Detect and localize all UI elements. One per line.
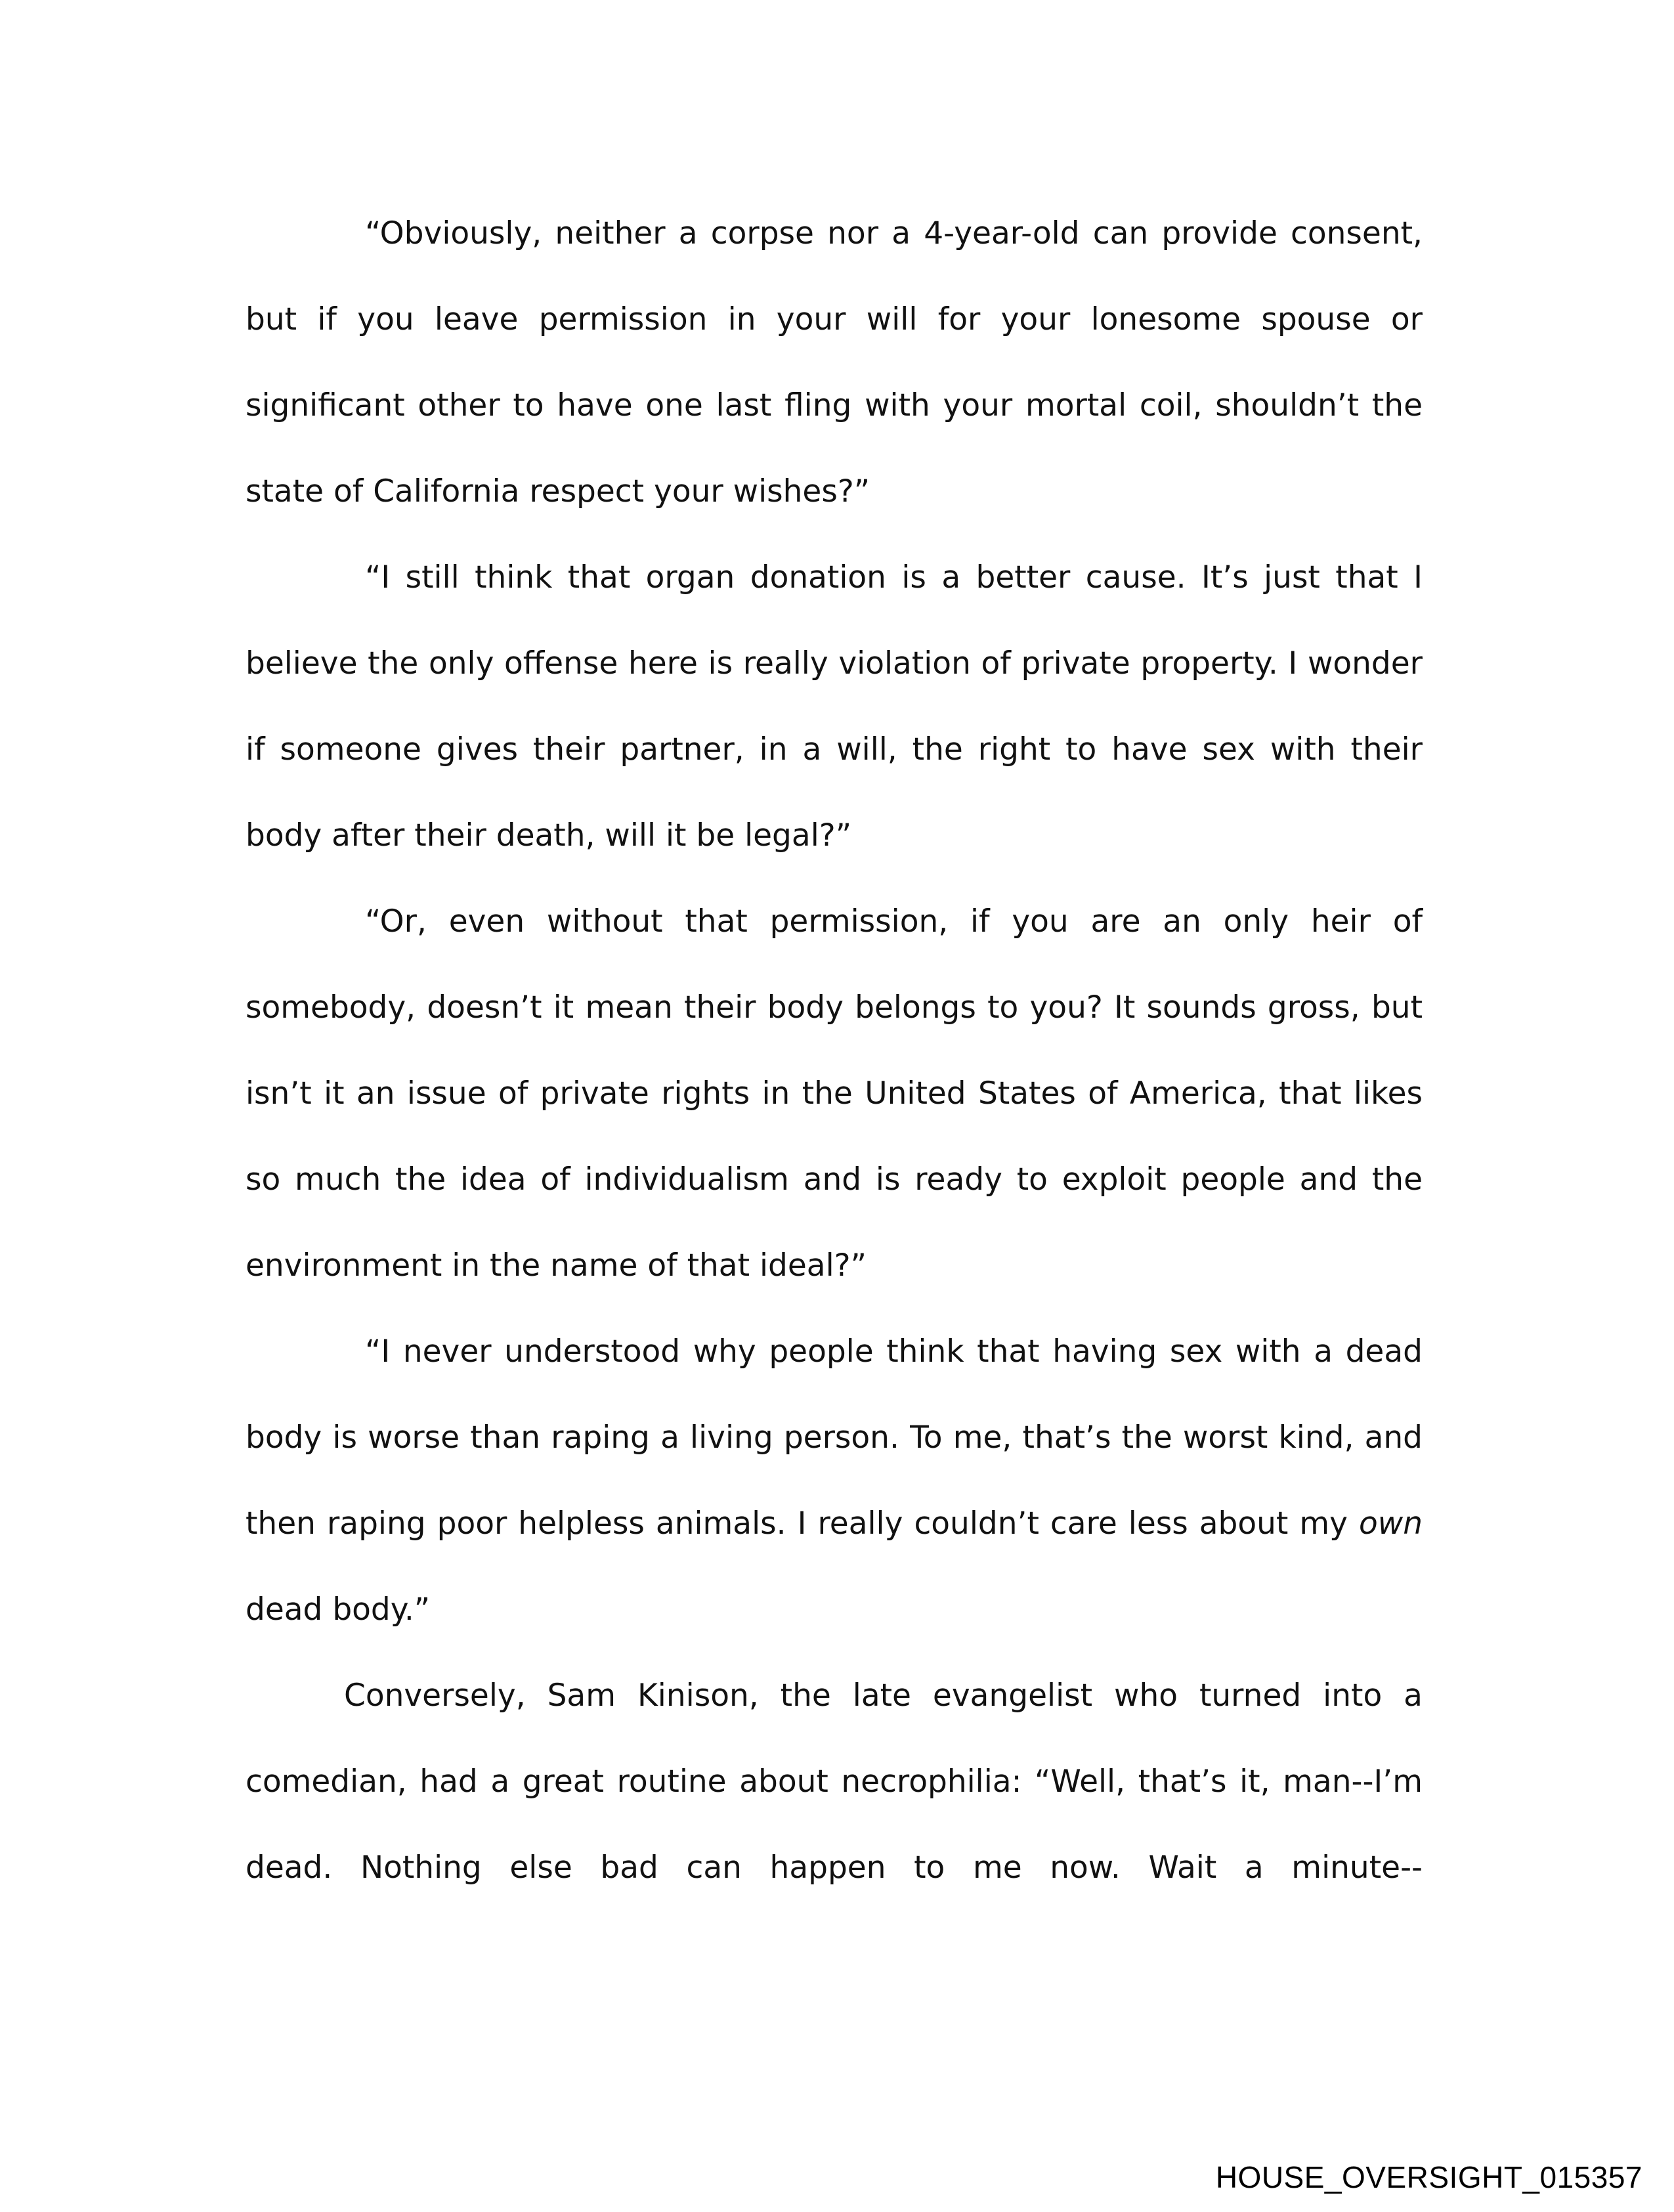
paragraph-text-after-emphasis: dead body.” — [246, 1592, 431, 1628]
bates-number: HOUSE_OVERSIGHT_015357 — [1215, 2160, 1642, 2194]
paragraph-text-before-emphasis: “I never understood why people think that having sex with a dead body is worse than raping a living person. To me, that’s the worst kind, and then raping poor helpless animals. I really couldn’t care less about my — [246, 1334, 1423, 1542]
paragraph-own-dead-body — [246, 1309, 1423, 1653]
paragraph-consent-question: “Obviously, neither a corpse nor a 4-year-old can provide consent, but if you leave permission in your will for your lonesome spouse or significant other to have one last fling with your mortal coil, shouldn’t the state of California respect your wishes?” — [246, 215, 1423, 510]
emphasized-word: own — [1359, 1506, 1423, 1542]
paragraph-heir-rights: “Or, even without that permission, if you are an only heir of somebody, doesn’t it mean their body belongs to you? It sounds gross, but isn’t it an issue of private rights in the United States of America, that likes so much the idea of individualism and is ready to exploit people and the environment in the name of that ideal?” — [246, 903, 1423, 1284]
paragraph-sam-kinison: Conversely, Sam Kinison, the late evangelist who turned into a comedian, had a great routine about necrophilia: “Well, that’s it, man--I’m dead. Nothing else bad can happen to me now. Wait a minute-- — [246, 1678, 1423, 1886]
body-text — [246, 190, 1423, 1911]
paragraph-organ-donation: “I still think that organ donation is a better cause. It’s just that I believe the only offense here is really violation of private property. I wonder if someone gives their partner, in a will, the right to have sex with their body after their death, will it be legal?” — [246, 559, 1423, 854]
